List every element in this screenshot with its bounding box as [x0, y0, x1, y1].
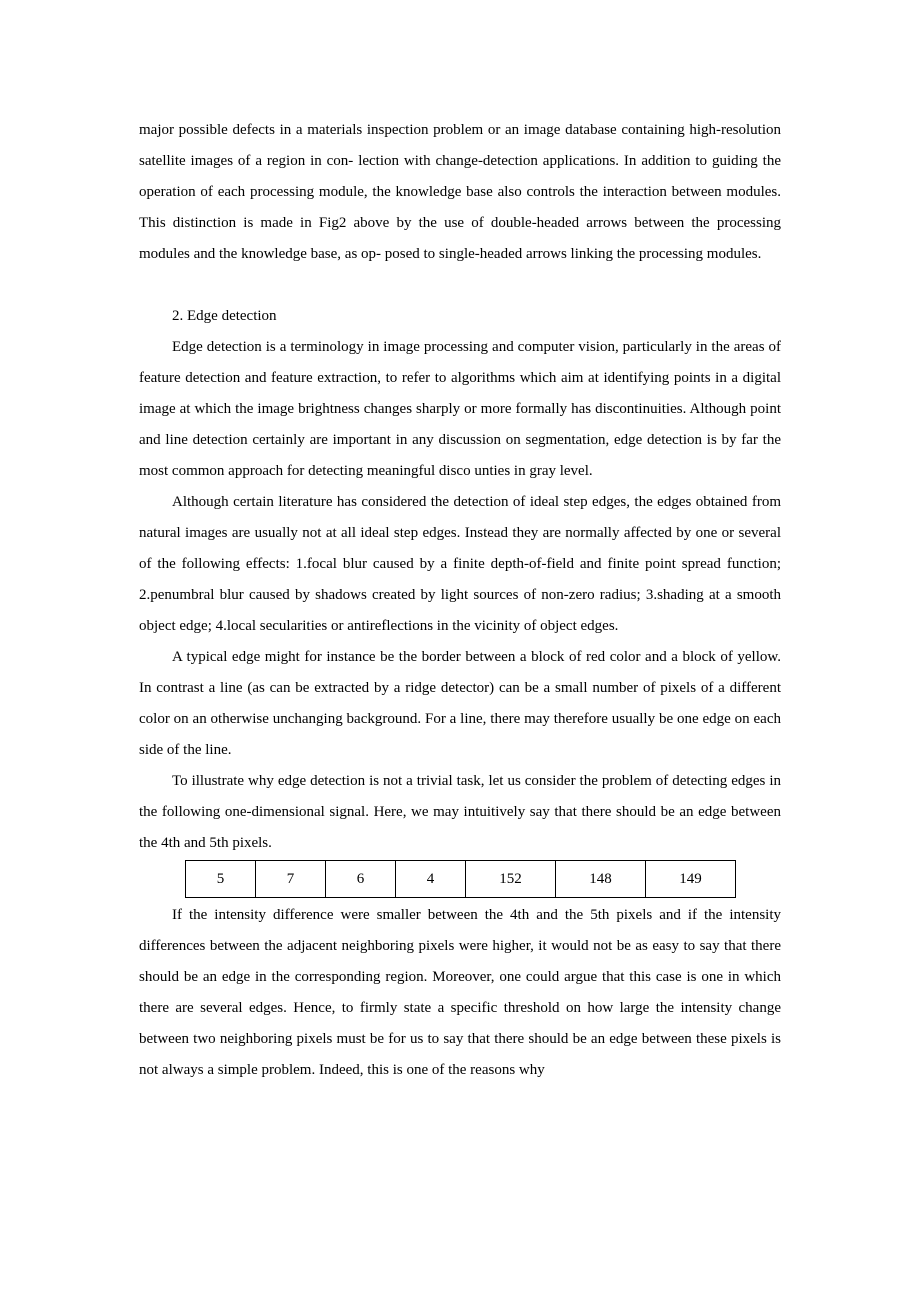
paragraph-edge-detection-definition: Edge detection is a terminology in image processing and computer vision, particularly in the areas of feature detection and feature extraction, to refer to algorithms which aim at identifying points in a digital image at which the image brightness changes sharply or more formally has discontinuities. Although point and line detection certainly are important in any discussion on segmentation, edge detection is by far the most common approach for detecting meaningful disco unties in gray level.	[139, 339, 781, 479]
intro-paragraph: major possible defects in a materials inspection problem or an image database containing high-resolution satellite images of a region in con- lection with change-detection applications. In addition to guiding the operation of each processing module, the knowledge base also controls the interaction between modules. This distinction is made in Fig2 above by the use of double-headed arrows between the processing modules and the knowledge base, as op- posed to single-headed arrows linking the processing modules.	[139, 122, 781, 262]
paragraph-step-edges: Although certain literature has considered the detection of ideal step edges, the edges obtained from natural images are usually not at all ideal step edges. Instead they are normally affected by one or several of the following effects: 1.focal blur caused by a finite depth-of-field and finite point spread function; 2.penumbral blur caused by shadows created by light sources of non-zero radius; 3.shading at a smooth object edge; 4.local secularities or antireflections in the vicinity of object edges.	[139, 494, 781, 634]
pixel-signal-table	[185, 860, 736, 898]
paragraph-one-dimensional-signal: To illustrate why edge detection is not a trivial task, let us consider the problem of detecting edges in the following one-dimensional signal. Here, we may intuitively say that there should be an edge between the 4th and 5th pixels.	[139, 773, 781, 851]
pixel-cell: 6	[326, 861, 396, 898]
pixel-cell: 5	[186, 861, 256, 898]
paragraph-threshold-discussion: If the intensity difference were smaller between the 4th and the 5th pixels and if the intensity differences between the adjacent neighboring pixels were higher, it would not be as easy to say that there should be an edge in the corresponding region. Moreover, one could argue that this case is one in which there are several edges. Hence, to firmly state a specific threshold on how large the intensity change between two neighboring pixels must be for us to say that there should be an edge between these pixels is not always a simple problem. Indeed, this is one of the reasons why	[139, 907, 781, 1078]
pixel-cell: 149	[646, 861, 736, 898]
pixel-cell: 7	[256, 861, 326, 898]
document-page	[139, 115, 781, 1086]
section-heading: 2. Edge detection	[172, 308, 277, 324]
pixel-cell: 4	[396, 861, 466, 898]
pixel-cell: 148	[556, 861, 646, 898]
paragraph-spacer	[139, 270, 781, 301]
table-row	[186, 861, 736, 898]
pixel-cell: 152	[466, 861, 556, 898]
paragraph-typical-edge: A typical edge might for instance be the border between a block of red color and a block of yellow. In contrast a line (as can be extracted by a ridge detector) can be a small number of pixels of a different color on an otherwise unchanging background. For a line, there may therefore usually be one edge on each side of the line.	[139, 649, 781, 758]
